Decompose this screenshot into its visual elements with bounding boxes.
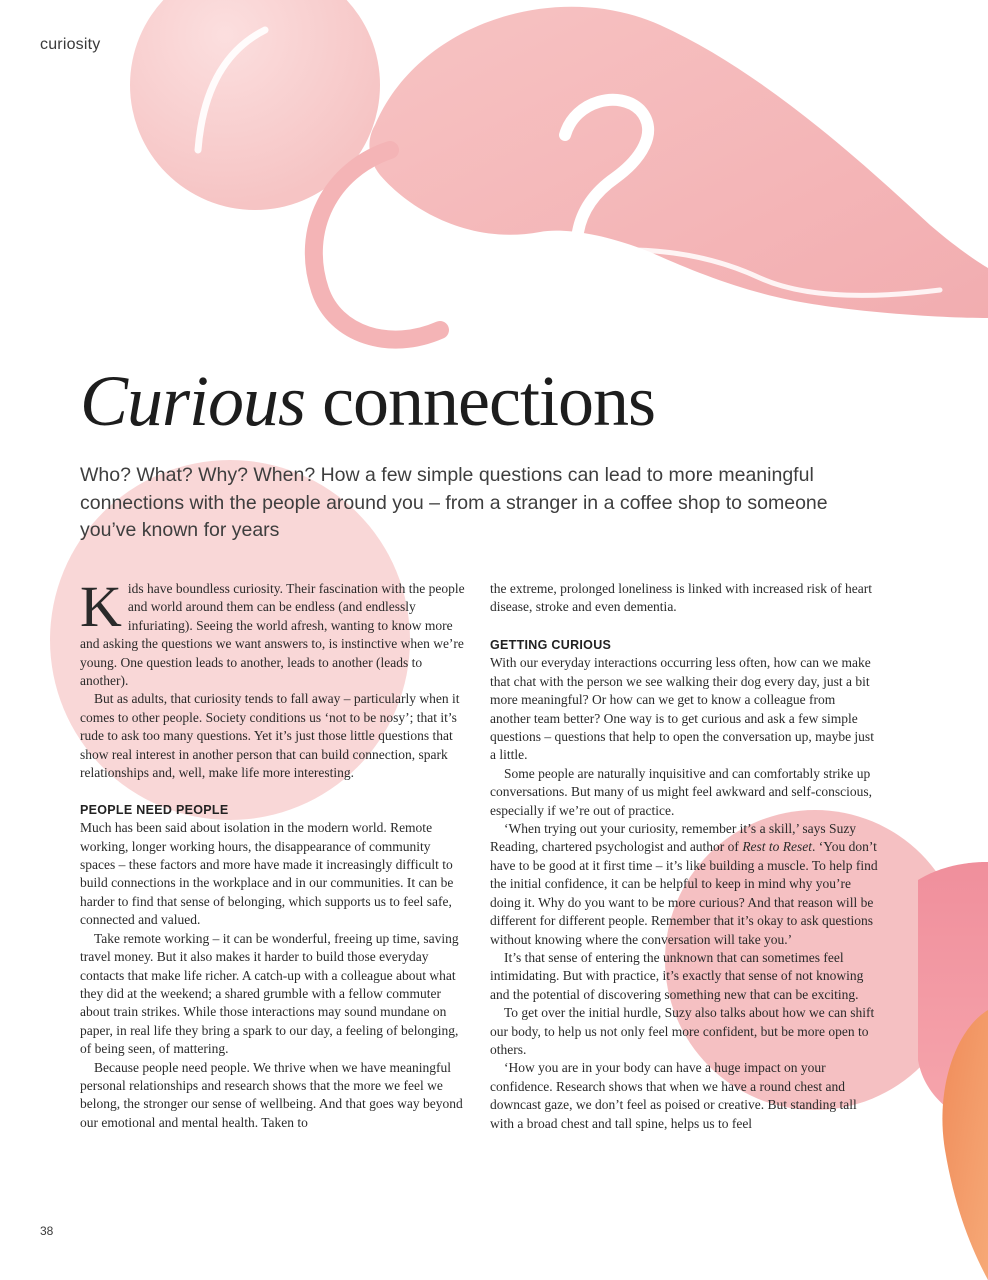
article-column-left [80,574,468,1132]
article-paragraph: It’s that sense of entering the unknown that can sometimes feel intimidating. But with practice, it’s exactly that sense of not knowing and the potential of discovering something new that can be exciting. [490,949,864,1002]
question-mark-dot [562,249,580,267]
article-column-right-flow [490,636,878,1133]
article-paragraph: Some people are naturally inquisitive and can comfortably strike up conversations. But many of us might feel awkward and self-conscious, especially if we’re out of practice. [490,765,873,818]
standfirst: Who? What? Why? When? How a few simple questions can lead to more meaningful connections with the people around you – from a stranger in a coffee shop to someone you’ve known for years [80,464,828,541]
article-paragraph: But as adults, that curiosity tends to fall away – particularly when it comes to other people. Society conditions us ‘not to be nosy’; that it’s rude to ask too many questions. Yet it’s just those little questions that show real interest in another person that can build connection, spark relationships and, well, make life more interesting. [80,691,460,781]
article-paragraph [490,820,878,949]
article-paragraph: Take remote working – it can be wonderful, freeing up time, saving travel money. But it also makes it harder to build those everyday contacts that make life richer. A catch-up with a colleague about what they did at the weekend; a shared grumble with a fellow commuter about train strikes. While those interactions may sound mundane on paper, in real life they bring a spark to our day, a feeling of belonging, of being seen, of mattering. [80,930,459,1057]
book-title: Rest to Reset [742,839,813,855]
article-column-right [490,580,878,617]
section-label: curiosity [40,36,101,53]
speech-blob-shape [369,7,988,318]
article-paragraph: ‘How you are in your body can have a huge impact on your confidence. Research shows that when we have a round chest and downcast gaze, we don’t feel as poised or creative. But standing tall with a broad chest and tall spine, helps us to feel [490,1060,857,1131]
drop-cap: K [80,574,122,639]
article-headline [80,360,655,443]
paragraph-text: . ‘You don’t have to be good at it first time – it’s like building a muscle. To help find the initial confidence, it can be helpful to keep in mind why you’re doing it. Why do you want to be more curious? And that reason will be different for different people. Remember that it’s okay to ask questions without knowing where the conversation will take you.’ [490,839,878,947]
section-heading: GETTING CURIOUS [490,638,612,652]
paragraph-text: ‘When trying out your curiosity, remember it’s a skill,’ says Suzy Reading, chartered psychologist and author of [490,821,857,855]
headline-italic-word: Curious [80,361,306,441]
article-paragraph-continued: the extreme, prolonged loneliness is linked with increased risk of heart disease, stroke and even dementia. [490,581,873,615]
article-paragraph [80,574,468,690]
article-paragraph: With our everyday interactions occurring less often, how can we make that chat with the person we see walking their dog every day, just a bit more meaningful? Or how can we get to know a colleague from another team better? One way is to get curious and ask a few simple questions – questions that help to open the conversation up, maybe just a little. [490,655,874,763]
headline-rest: connections [305,361,655,441]
article-paragraph: To get over the initial hurdle, Suzy also talks about how we can shift our body, to help us not only feel more confident, but be more open to others. [490,1005,875,1057]
section-heading: PEOPLE NEED PEOPLE [80,802,229,817]
article-paragraph: Because people need people. We thrive when we have meaningful personal relationships and research shows that the more we feel we belong, the stronger our sense of wellbeing. And that goes way beyond our emotional and mental health. Taken to [80,1059,463,1130]
paragraph-text: ids have boundless curiosity. Their fascination with the people and world around them can be endless (and endlessly infuriating). Seeing the world afresh, wanting to know more and asking the questions we want answers to, is instinctive when we’re young. One question leads to another, leads to another (leads to another). [80,581,465,689]
page-number: 38 [40,1224,54,1238]
article-paragraph: Much has been said about isolation in the modern world. Remote working, longer working hours, the disappearance of community spaces – these factors and more have made it increasingly difficult to build connections in the workplace and in our communities. It can be harder to find that sense of belonging, which supports us to feel safe, connected and valued. [80,820,454,928]
